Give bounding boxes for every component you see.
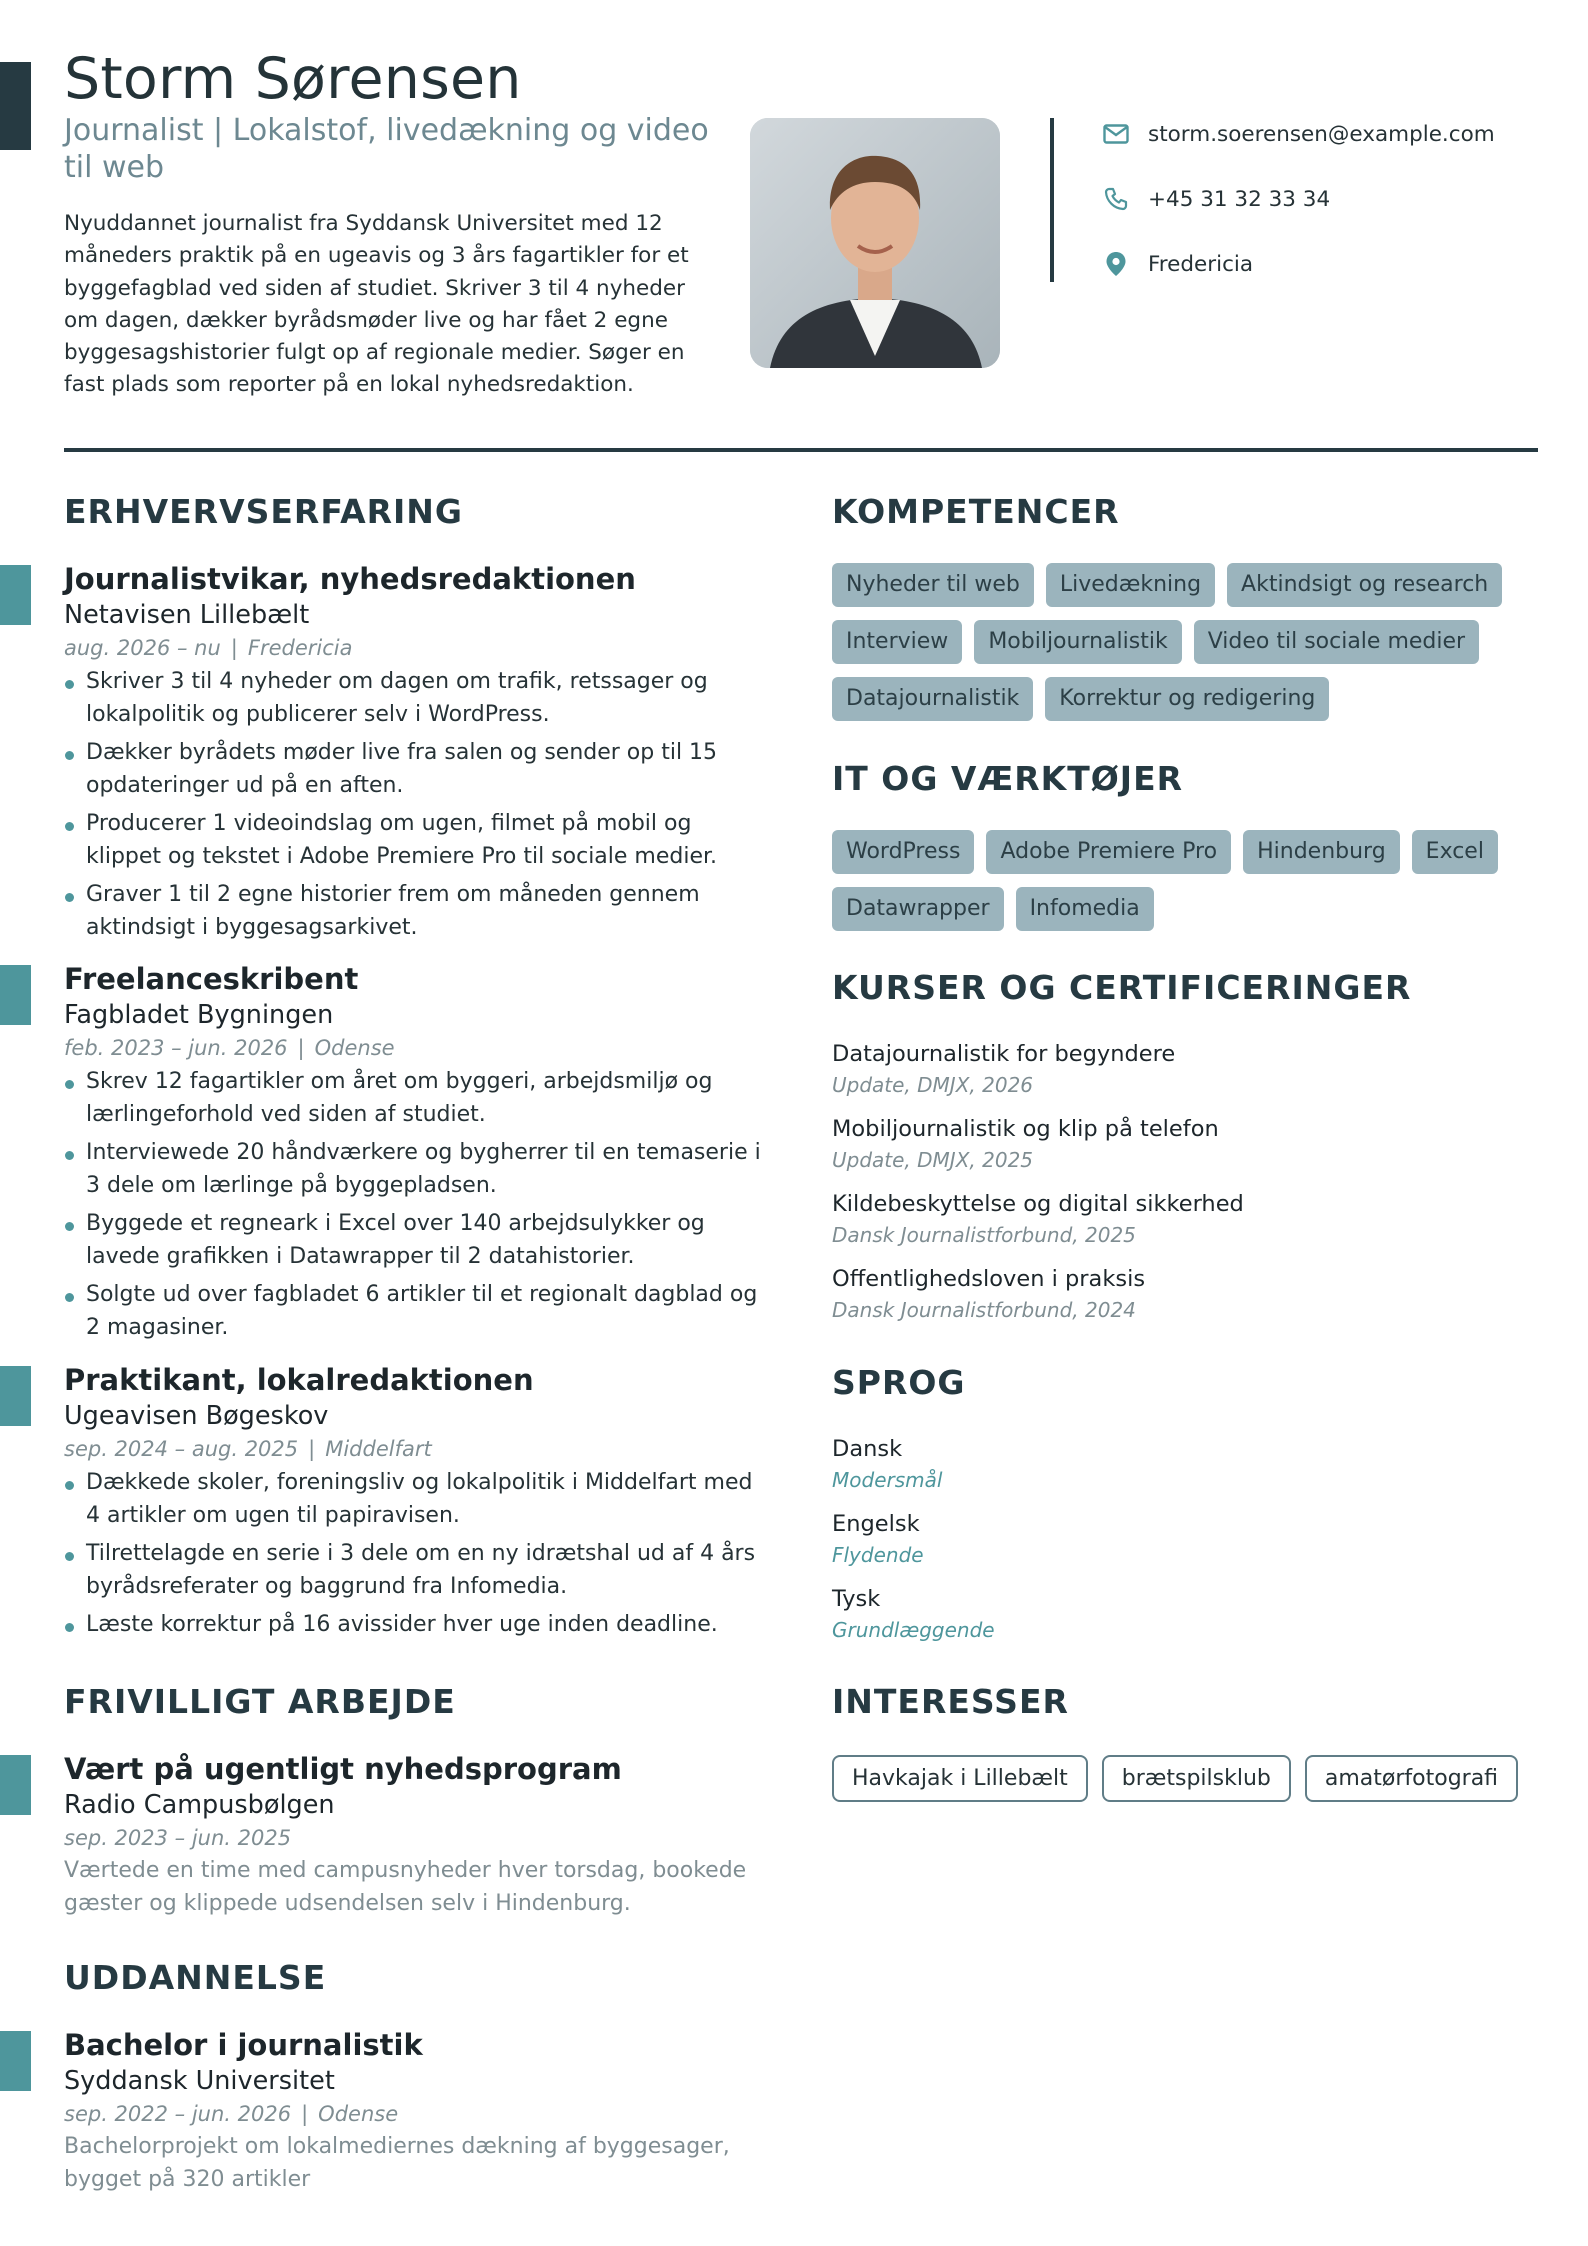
language-name: Dansk bbox=[832, 1436, 903, 1462]
tool-tag: Hindenburg bbox=[1243, 830, 1400, 874]
volunteer-dates: sep. 2023 – jun. 2025 bbox=[64, 1826, 292, 1850]
education-dates: sep. 2022 – jun. 2026 bbox=[64, 2102, 292, 2126]
skill-tag: Video til sociale medier bbox=[1194, 620, 1479, 664]
list-item: Producerer 1 videoindslag om ugen, filmet på mobil og klippet og tekstet i Adobe Premiere Pro til sociale medier. bbox=[64, 807, 764, 873]
section-title-courses: KURSER OG CERTIFICERINGER bbox=[832, 968, 1412, 1007]
job-place: Middelfart bbox=[325, 1437, 432, 1461]
language-name: Tysk bbox=[832, 1586, 881, 1612]
language-name: Engelsk bbox=[832, 1511, 920, 1537]
profile-photo bbox=[750, 118, 1000, 368]
job-meta bbox=[64, 1036, 395, 1060]
location-pin-icon bbox=[1102, 250, 1130, 278]
job-title: Journalistvikar, nyhedsredaktionen bbox=[64, 562, 636, 596]
contact-location bbox=[1102, 248, 1253, 280]
job-bullets bbox=[64, 665, 764, 949]
course-name: Offentlighedsloven i praksis bbox=[832, 1266, 1146, 1292]
course-name: Datajournalistik for begyndere bbox=[832, 1041, 1176, 1067]
language-level: Modersmål bbox=[832, 1468, 943, 1492]
list-item: Tilrettelagde en serie i 3 dele om en ny idrætshal ud af 4 års byrådsreferater og baggrund fra Infomedia. bbox=[64, 1537, 764, 1603]
profile-summary: Nyuddannet journalist fra Syddansk Universitet med 12 måneders praktik på en ugeavis og 3 års fagartikler for et byggefagblad ved siden af studiet. Skriver 3 til 4 nyheder om dagen, dækker byrådsmøder live og har fået 2 egne byggesagshistorier fulgt op af regionale medier. Søger en fast plads som reporter på en lokal nyhedsredaktion. bbox=[64, 211, 689, 398]
course-source: Dansk Journalistforbund, 2025 bbox=[832, 1223, 1136, 1247]
location-text: Fredericia bbox=[1148, 251, 1254, 277]
job-place: Odense bbox=[314, 1036, 395, 1060]
job-meta bbox=[64, 1437, 432, 1461]
job-organization: Ugeavisen Bøgeskov bbox=[64, 1401, 329, 1431]
job-accent-bar bbox=[0, 1366, 31, 1426]
interest-tag: brætspilsklub bbox=[1102, 1755, 1291, 1802]
section-title-interests: INTERESSER bbox=[832, 1682, 1069, 1721]
job-organization: Netavisen Lillebælt bbox=[64, 600, 310, 630]
section-title-volunteer: FRIVILLIGT ARBEJDE bbox=[64, 1682, 456, 1721]
interest-tag: amatørfotografi bbox=[1305, 1755, 1518, 1802]
list-item: Graver 1 til 2 egne historier frem om måneden gennem aktindsigt i byggesagsarkivet. bbox=[64, 878, 764, 944]
skill-tag: Korrektur og redigering bbox=[1045, 677, 1329, 721]
list-item: Solgte ud over fagbladet 6 artikler til et regionalt dagblad og 2 magasiner. bbox=[64, 1278, 764, 1344]
job-dates: feb. 2023 – jun. 2026 bbox=[64, 1036, 288, 1060]
job-bullets bbox=[64, 1466, 764, 1646]
list-item: Dækkede skoler, foreningsliv og lokalpolitik i Middelfart med 4 artikler om ugen til papiravisen. bbox=[64, 1466, 764, 1532]
education-degree: Bachelor i journalistik bbox=[64, 2028, 423, 2062]
list-item: Læste korrektur på 16 avissider hver uge inden deadline. bbox=[64, 1608, 764, 1641]
language-level: Flydende bbox=[832, 1543, 924, 1567]
section-title-languages: SPROG bbox=[832, 1363, 966, 1402]
header-divider bbox=[64, 448, 1538, 452]
language-level: Grundlæggende bbox=[832, 1618, 995, 1642]
list-item: Skrev 12 fagartikler om året om byggeri, arbejdsmiljø og lærlingeforhold ved siden af studiet. bbox=[64, 1065, 764, 1131]
tool-tag: Excel bbox=[1412, 830, 1498, 874]
candidate-subtitle: Journalist | Lokalstof, livedækning og video til web bbox=[64, 113, 709, 185]
interest-tag: Havkajak i Lillebælt bbox=[832, 1755, 1088, 1802]
mail-icon bbox=[1102, 120, 1130, 148]
course-source: Update, DMJX, 2026 bbox=[832, 1073, 1034, 1097]
tool-tag: Datawrapper bbox=[832, 887, 1004, 931]
course-name: Mobiljournalistik og klip på telefon bbox=[832, 1116, 1219, 1142]
contact-divider bbox=[1050, 118, 1054, 282]
job-meta bbox=[64, 636, 352, 660]
list-item: Skriver 3 til 4 nyheder om dagen om trafik, retssager og lokalpolitik og publicerer selv i WordPress. bbox=[64, 665, 764, 731]
list-item: Interviewede 20 håndværkere og bygherrer til en temaserie i 3 dele om lærlinge på byggepladsen. bbox=[64, 1136, 764, 1202]
job-dates: sep. 2024 – aug. 2025 bbox=[64, 1437, 299, 1461]
tool-tag: WordPress bbox=[832, 830, 974, 874]
job-title: Praktikant, lokalredaktionen bbox=[64, 1363, 534, 1397]
education-school: Syddansk Universitet bbox=[64, 2066, 335, 2096]
portrait-illustration bbox=[750, 118, 1000, 368]
candidate-name: Storm Sørensen bbox=[64, 46, 522, 112]
job-place: Fredericia bbox=[247, 636, 353, 660]
list-item: Byggede et regneark i Excel over 140 arbejdsulykker og lavede grafikken i Datawrapper til 2 datahistorier. bbox=[64, 1207, 764, 1273]
volunteer-description: Værtede en time med campusnyheder hver torsdag, bookede gæster og klippede udsendelsen selv i Hindenburg. bbox=[64, 1858, 747, 1916]
job-organization: Fagbladet Bygningen bbox=[64, 1000, 334, 1030]
meta-separator: | bbox=[297, 1036, 305, 1060]
course-name: Kildebeskyttelse og digital sikkerhed bbox=[832, 1191, 1244, 1217]
job-accent-bar bbox=[0, 965, 31, 1025]
tool-tag: Adobe Premiere Pro bbox=[986, 830, 1231, 874]
header-accent-bar bbox=[0, 62, 31, 150]
education-place: Odense bbox=[318, 2102, 399, 2126]
job-bullets bbox=[64, 1065, 764, 1349]
skill-tag: Livedækning bbox=[1046, 563, 1215, 607]
skill-tag: Nyheder til web bbox=[832, 563, 1034, 607]
skill-tag: Interview bbox=[832, 620, 962, 664]
contact-phone[interactable] bbox=[1102, 183, 1330, 215]
course-source: Update, DMJX, 2025 bbox=[832, 1148, 1034, 1172]
interests-list bbox=[832, 1755, 1532, 1802]
skill-tag: Aktindsigt og research bbox=[1227, 563, 1502, 607]
meta-separator: | bbox=[230, 636, 238, 660]
list-item: Dækker byrådets møder live fra salen og sender op til 15 opdateringer ud på en aften. bbox=[64, 736, 764, 802]
section-title-experience: ERHVERVSERFARING bbox=[64, 492, 464, 531]
education-accent-bar bbox=[0, 2031, 31, 2091]
skill-tag: Mobiljournalistik bbox=[974, 620, 1181, 664]
job-title: Freelanceskribent bbox=[64, 962, 359, 996]
section-title-education: UDDANNELSE bbox=[64, 1958, 327, 1997]
section-title-skills: KOMPETENCER bbox=[832, 492, 1120, 531]
section-title-tools: IT OG VÆRKTØJER bbox=[832, 759, 1184, 798]
meta-separator: | bbox=[308, 1437, 316, 1461]
skill-tag: Datajournalistik bbox=[832, 677, 1033, 721]
job-accent-bar bbox=[0, 565, 31, 625]
phone-icon bbox=[1102, 185, 1130, 213]
email-text: storm.soerensen@example.com bbox=[1148, 121, 1495, 147]
contact-email[interactable] bbox=[1102, 118, 1495, 150]
volunteer-role: Vært på ugentligt nyhedsprogram bbox=[64, 1752, 622, 1786]
course-source: Dansk Journalistforbund, 2024 bbox=[832, 1298, 1136, 1322]
skills-tags bbox=[832, 563, 1552, 734]
job-dates: aug. 2026 – nu bbox=[64, 636, 221, 660]
tools-tags bbox=[832, 830, 1552, 944]
meta-separator: | bbox=[301, 2102, 309, 2126]
phone-text: +45 31 32 33 34 bbox=[1148, 186, 1331, 212]
education-meta bbox=[64, 2102, 398, 2126]
tool-tag: Infomedia bbox=[1016, 887, 1154, 931]
volunteer-accent-bar bbox=[0, 1755, 31, 1815]
volunteer-organization: Radio Campusbølgen bbox=[64, 1790, 335, 1820]
education-description: Bachelorprojekt om lokalmediernes dækning af byggesager, bygget på 320 artikler bbox=[64, 2134, 730, 2192]
